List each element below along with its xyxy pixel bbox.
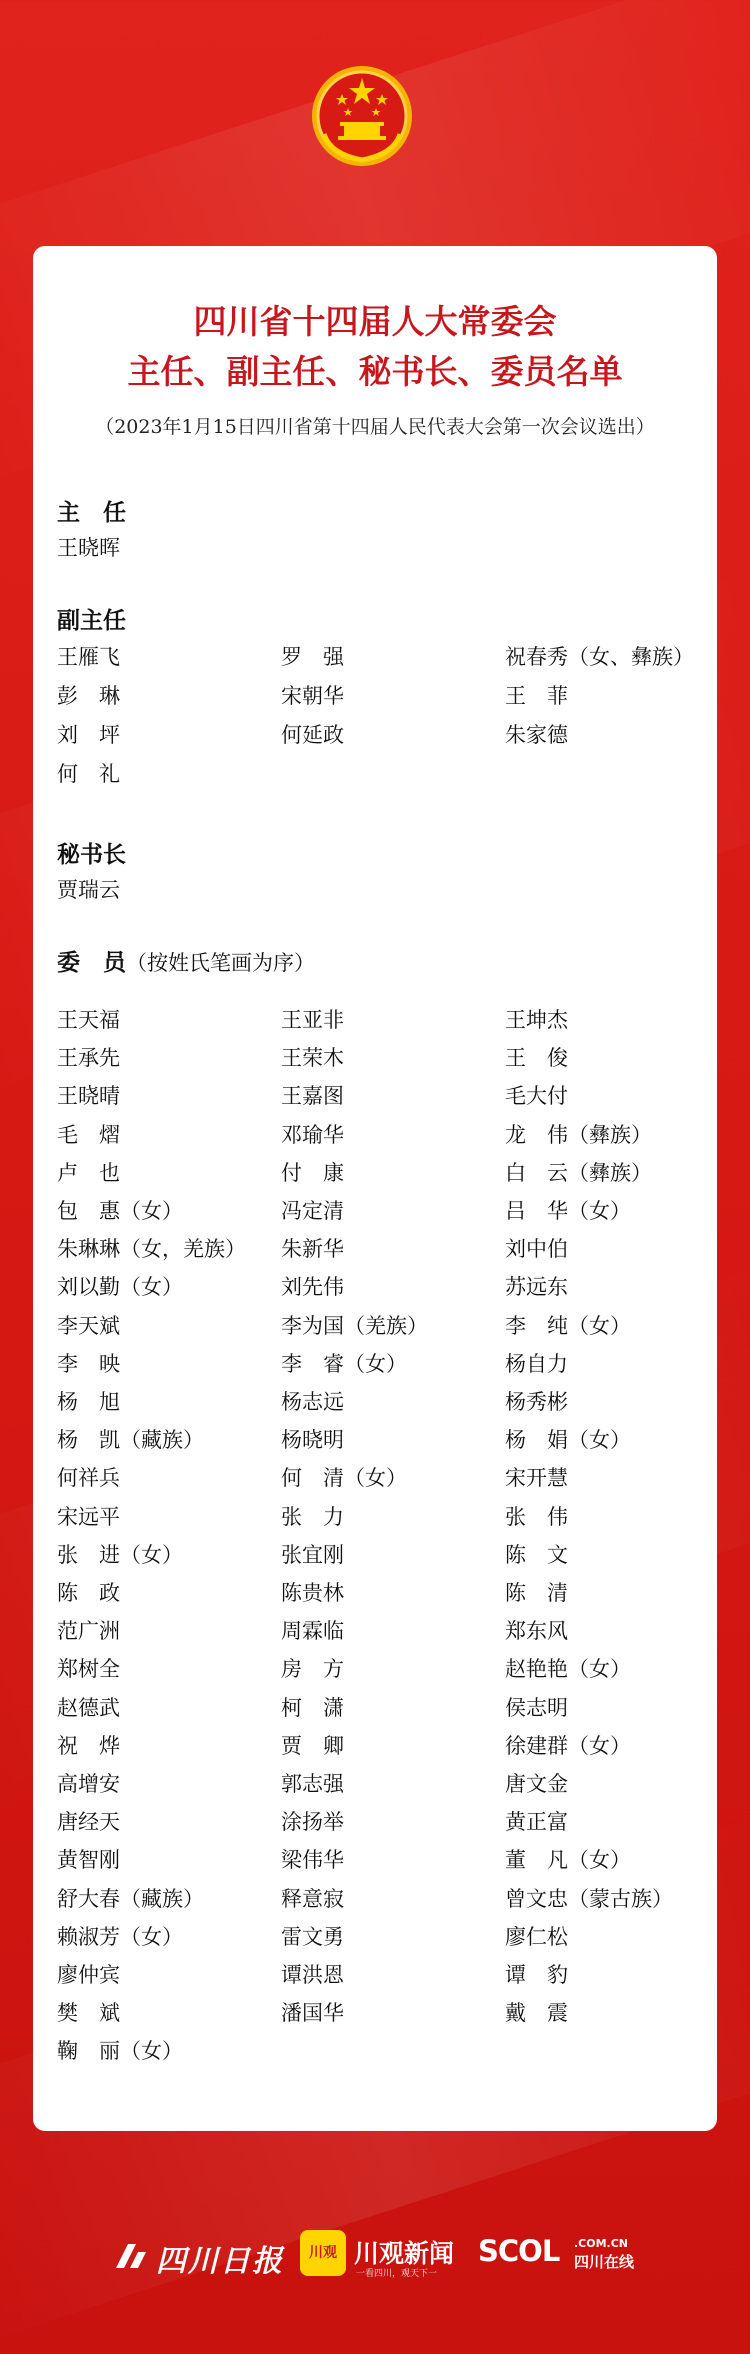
scol-logo: SCOL: [478, 2234, 560, 2268]
member-name: 张 力: [281, 1504, 344, 1529]
sichuan-daily-logo: 四川日报: [156, 2244, 284, 2279]
member-name: 杨 旭: [57, 1390, 120, 1414]
member-name: 邓瑜华: [281, 1122, 344, 1147]
member-name: 王荣木: [281, 1046, 344, 1071]
election-note: （2023年1月15日四川省第十四届人民代表大会第一次会议选出）: [95, 416, 655, 438]
member-name: 宋远平: [57, 1504, 120, 1529]
scol-domain: .COM.CN: [574, 2237, 629, 2250]
member-name: 杨秀彬: [505, 1390, 568, 1414]
member-name: 柯 潇: [281, 1695, 344, 1720]
section-heading-vice-chairs: 副主任: [57, 607, 126, 634]
vice-chair-name: 朱家德: [505, 723, 568, 747]
sichuan-daily-logo-icon: [112, 2240, 150, 2272]
member-name: 杨 凯（藏族）: [57, 1428, 204, 1453]
member-name: 王承先: [57, 1046, 120, 1071]
member-name: 陈 文: [505, 1542, 568, 1567]
name-list-card: [33, 246, 717, 2131]
member-name: 张 伟: [505, 1504, 568, 1529]
member-name: 廖仲宾: [57, 1963, 120, 1987]
chuanguan-news-logo: 川观新闻: [354, 2239, 455, 2268]
member-name: 王嘉图: [281, 1084, 344, 1109]
page-title: 四川省十四届人大常委会: [193, 302, 557, 341]
vice-chair-name: 王雁飞: [57, 645, 120, 669]
member-name: 释意寂: [281, 1886, 344, 1911]
member-name: 舒大春（藏族）: [57, 1886, 204, 1911]
member-name: 唐文金: [505, 1772, 568, 1796]
members-ordering-note: （按姓氏笔画为序）: [126, 951, 315, 975]
member-name: 戴 震: [505, 2001, 568, 2026]
member-name: 刘先伟: [281, 1275, 344, 1300]
member-name: 郑树全: [57, 1657, 120, 1682]
vice-chair-name: 何 礼: [57, 762, 120, 786]
page-title-line2: 主任、副主任、秘书长、委员名单: [127, 352, 623, 391]
member-name: 雷文勇: [281, 1924, 344, 1949]
member-name: 张 进（女）: [57, 1542, 183, 1567]
chair-name: 王晓晖: [57, 536, 120, 560]
member-name: 杨自力: [505, 1351, 568, 1376]
member-name: 朱新华: [281, 1237, 344, 1262]
member-name: 刘以勤（女）: [57, 1275, 183, 1300]
vice-chair-name: 王 菲: [505, 684, 568, 708]
chuanguan-logo-icon: 川观: [300, 2230, 346, 2276]
member-name: 宋开慧: [505, 1466, 568, 1491]
member-name: 潘国华: [281, 2001, 344, 2026]
member-name: 赖淑芳（女）: [57, 1924, 183, 1949]
member-name: 付 康: [281, 1160, 344, 1185]
member-name: 白 云（彝族）: [505, 1160, 652, 1185]
member-name: 范广洲: [57, 1619, 120, 1644]
member-name: 赵德武: [57, 1695, 120, 1720]
member-name: 涂扬举: [281, 1810, 344, 1835]
member-name: 周霖临: [281, 1619, 344, 1644]
member-name: 谭洪恩: [281, 1963, 344, 1987]
member-name: 廖仁松: [505, 1924, 568, 1949]
member-name: 鞠 丽（女）: [57, 2039, 183, 2064]
member-name: 李 纯（女）: [505, 1313, 631, 1338]
member-name: 王天福: [57, 1008, 120, 1032]
member-name: 王 俊: [505, 1046, 568, 1071]
member-name: 刘中伯: [505, 1237, 568, 1262]
member-name: 冯定清: [281, 1199, 344, 1223]
section-heading-secretary-general: 秘书长: [57, 841, 126, 868]
member-name: 李天斌: [57, 1313, 120, 1338]
member-name: 杨晓明: [281, 1428, 344, 1453]
member-name: 苏远东: [505, 1275, 568, 1300]
member-name: 祝 烨: [57, 1733, 120, 1758]
member-name: 赵艳艳（女）: [505, 1657, 631, 1682]
member-name: 吕 华（女）: [505, 1199, 631, 1223]
member-name: 王晓晴: [57, 1084, 120, 1109]
member-name: 包 惠（女）: [57, 1199, 183, 1223]
member-name: 何 清（女）: [281, 1466, 407, 1491]
member-name: 杨志远: [281, 1390, 344, 1414]
member-name: 李 睿（女）: [281, 1351, 407, 1376]
members-heading-label: 委 员: [57, 949, 126, 976]
member-name: 毛大付: [505, 1084, 568, 1109]
vice-chair-name: 宋朝华: [281, 684, 344, 708]
member-name: 侯志明: [505, 1695, 568, 1720]
member-name: 张宜刚: [281, 1542, 344, 1567]
member-name: 朱琳琳（女，羌族）: [57, 1237, 246, 1262]
member-name: 樊 斌: [57, 2001, 120, 2026]
member-name: 黄正富: [505, 1810, 568, 1835]
scol-online-label: 四川在线: [574, 2253, 635, 2271]
member-name: 房 方: [281, 1657, 344, 1682]
member-name: 王亚非: [281, 1008, 344, 1032]
member-name: 黄智刚: [57, 1848, 120, 1873]
member-name: 李 映: [57, 1351, 120, 1376]
section-heading-members: [57, 944, 315, 977]
member-name: 王坤杰: [505, 1008, 568, 1032]
member-name: 卢 也: [57, 1160, 120, 1185]
vice-chair-name: 祝春秀（女、彝族）: [505, 645, 694, 669]
chuanguan-slogan: 一看四川，观天下一: [356, 2269, 438, 2279]
member-name: 陈 政: [57, 1581, 120, 1605]
member-name: 唐经天: [57, 1810, 120, 1835]
member-name: 郑东风: [505, 1619, 568, 1644]
member-name: 毛 熠: [57, 1122, 120, 1147]
member-name: 陈贵林: [281, 1581, 344, 1605]
member-name: 郭志强: [281, 1772, 344, 1796]
member-name: 龙 伟（彝族）: [505, 1122, 652, 1147]
vice-chair-name: 彭 琳: [57, 684, 120, 708]
vice-chair-name: 罗 强: [281, 645, 344, 669]
section-heading-chair: 主 任: [57, 499, 126, 526]
member-name: 李为国（羌族）: [281, 1313, 428, 1338]
member-name: 谭 豹: [505, 1963, 568, 1987]
member-name: 贾 卿: [281, 1733, 344, 1758]
secretary-general-name: 贾瑞云: [57, 878, 120, 902]
member-name: 董 凡（女）: [505, 1848, 631, 1873]
national-emblem-icon: [310, 64, 414, 168]
member-name: 高增安: [57, 1772, 120, 1796]
footer-logos: [0, 2222, 750, 2282]
vice-chair-name: 刘 坪: [57, 723, 120, 747]
member-name: 杨 娟（女）: [505, 1428, 631, 1453]
member-name: 陈 清: [505, 1581, 568, 1605]
member-name: 梁伟华: [281, 1848, 344, 1873]
member-name: 徐建群（女）: [505, 1733, 631, 1758]
member-name: 何祥兵: [57, 1466, 120, 1491]
member-name: 曾文忠（蒙古族）: [505, 1886, 673, 1911]
vice-chair-name: 何延政: [281, 723, 344, 747]
